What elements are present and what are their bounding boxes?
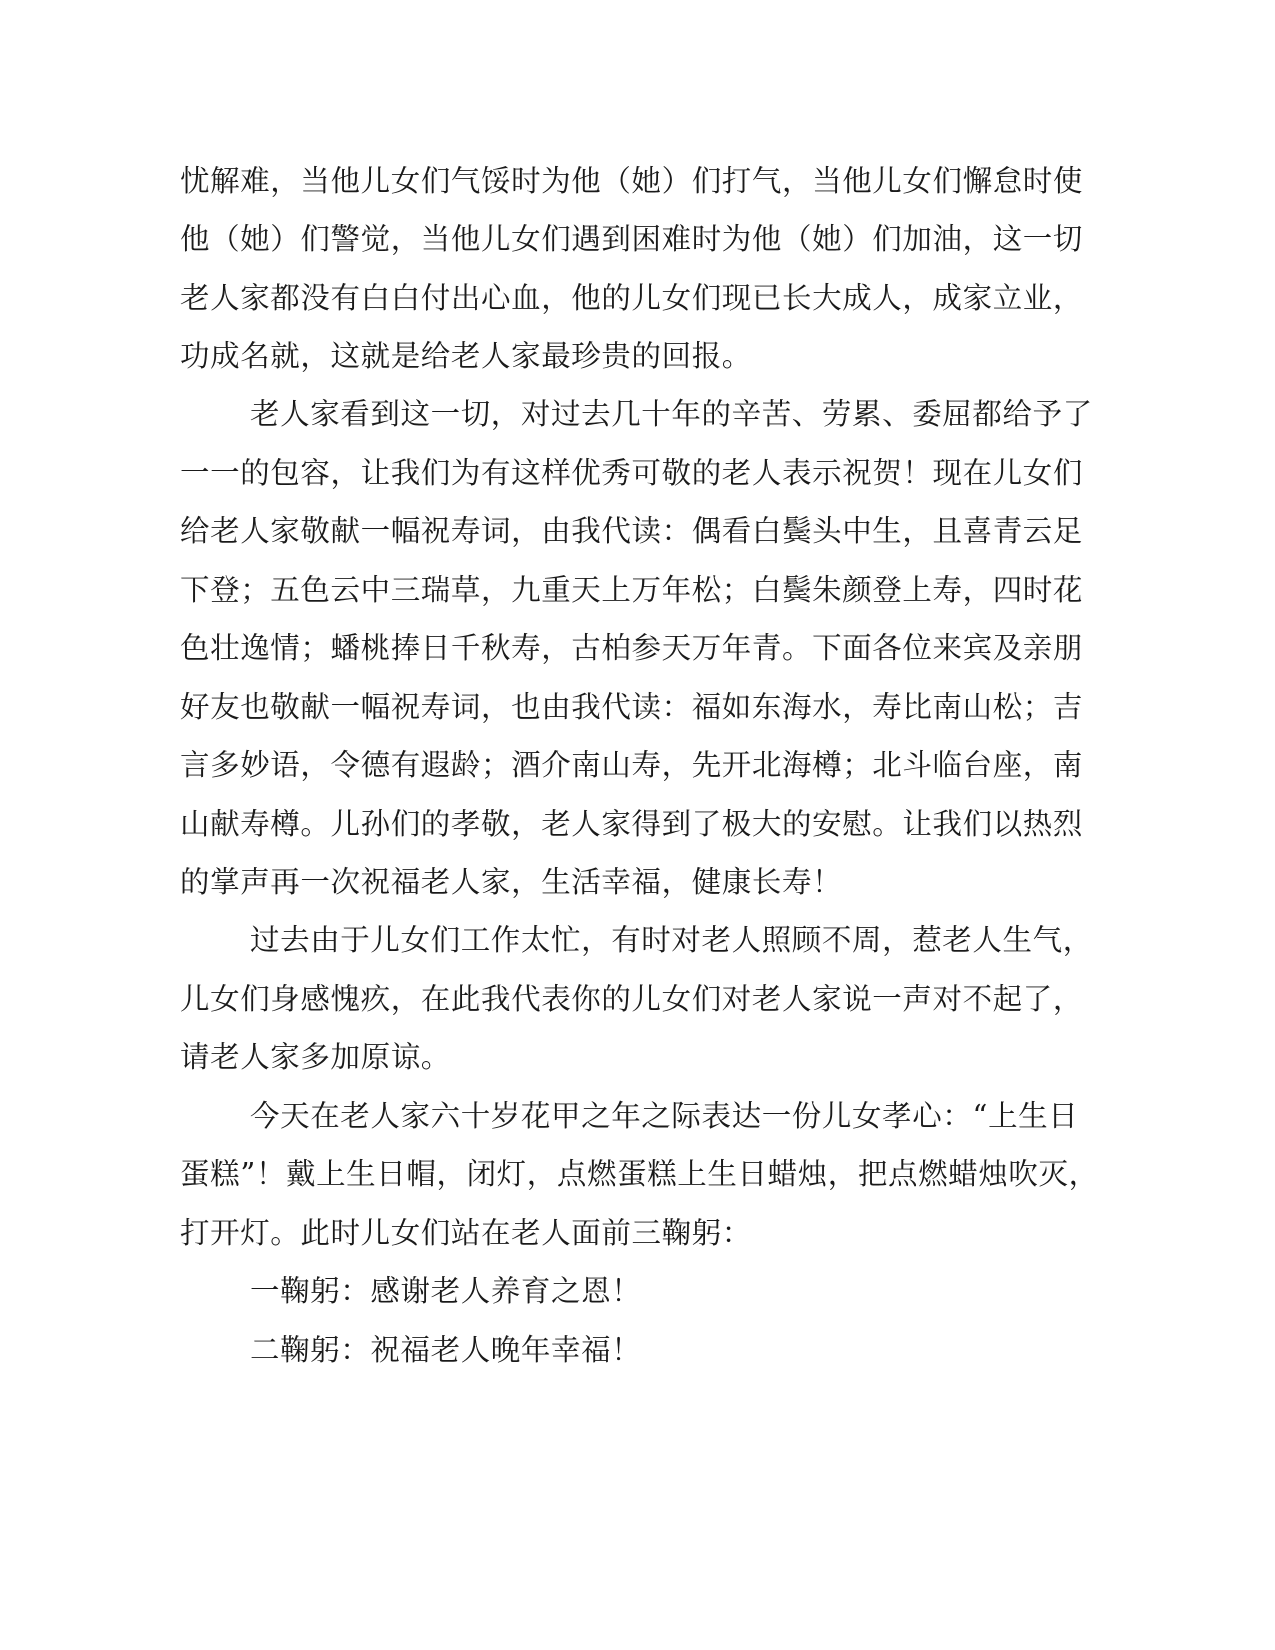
text-line: 功成名就，这就是给老人家最珍贵的回报。 (180, 339, 752, 373)
text-line: 一一的包容，让我们为有这样优秀可敬的老人表示祝贺！现在儿女们 (180, 456, 1084, 490)
paragraph-first-line: 一鞠躬：感谢老人养育之恩！ (250, 1274, 642, 1308)
text-line: 言多妙语，令德有遐龄；酒介南山寿，先开北海樽；北斗临台座，南 (180, 748, 1084, 782)
text-line: 下登；五色云中三瑞草，九重天上万年松；白鬓朱颜登上寿，四时花 (180, 573, 1084, 607)
text-line: 他（她）们警觉，当他儿女们遇到困难时为他（她）们加油，这一切 (180, 222, 1084, 256)
text-line: 给老人家敬献一幅祝寿词，由我代读：偶看白鬓头中生，且喜青云足 (180, 514, 1084, 548)
text-line: 色壮逸情；蟠桃捧日千秋寿，古柏参天万年青。下面各位来宾及亲朋 (180, 631, 1084, 665)
text-line: 儿女们身感愧疚，在此我代表你的儿女们对老人家说一声对不起了， (180, 982, 1084, 1016)
text-line: 好友也敬献一幅祝寿词，也由我代读：福如东海水，寿比南山松；吉 (180, 690, 1084, 724)
paragraph-first-line: 今天在老人家六十岁花甲之年之际表达一份儿女孝心：“上生日 (250, 1099, 1079, 1133)
text-line: 打开灯。此时儿女们站在老人面前三鞠躬： (180, 1216, 752, 1250)
paragraph-first-line: 老人家看到这一切，对过去几十年的辛苦、劳累、委屈都给予了 (250, 397, 1093, 431)
text-line: 忧解难，当他儿女们气馁时为他（她）们打气，当他儿女们懈怠时使 (180, 164, 1084, 198)
text-line: 山献寿樽。儿孙们的孝敬，老人家得到了极大的安慰。让我们以热烈 (180, 807, 1084, 841)
text-line: 请老人家多加原谅。 (180, 1040, 451, 1074)
paragraph-first-line: 过去由于儿女们工作太忙，有时对老人照顾不周，惹老人生气， (250, 923, 1093, 957)
text-line: 老人家都没有白白付出心血，他的儿女们现已长大成人，成家立业， (180, 281, 1084, 315)
paragraph-first-line: 二鞠躬：祝福老人晚年幸福！ (250, 1333, 642, 1367)
text-line: 的掌声再一次祝福老人家，生活幸福，健康长寿！ (180, 865, 843, 899)
text-line: 蛋糕”！戴上生日帽，闭灯，点燃蛋糕上生日蜡烛，把点燃蜡烛吹灭， (180, 1157, 1099, 1191)
